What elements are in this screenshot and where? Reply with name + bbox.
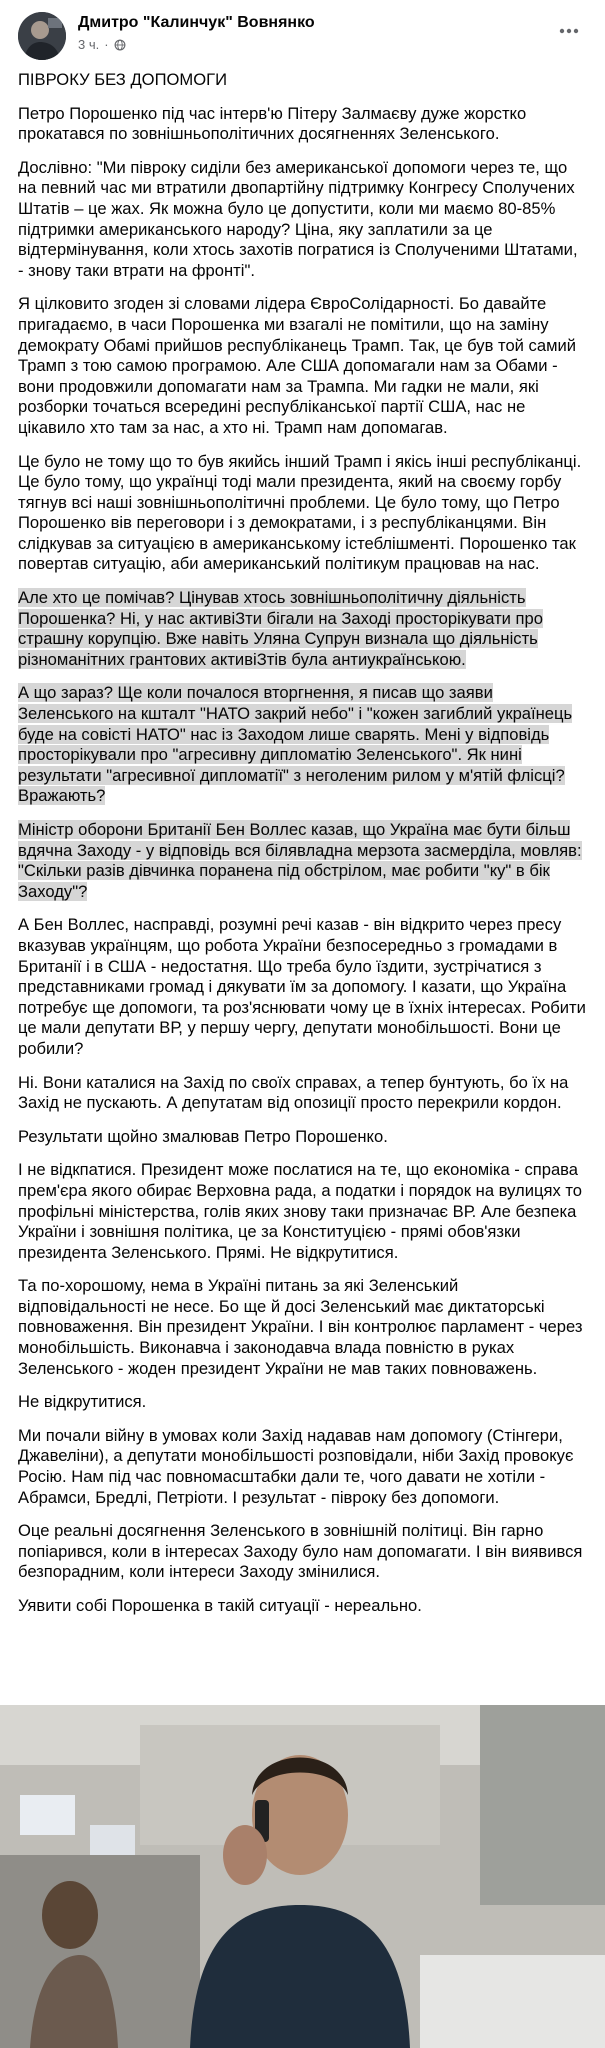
- post-paragraph: Ні. Вони каталися на Захід по своїх справах, а тепер бунтують, бо їх на Захід не пускають. А депутатам від опозиції просто перекрили кордон.: [18, 1072, 569, 1113]
- post-meta: 3 ч. ·: [78, 37, 126, 52]
- post-paragraph: Але хто це помічав? Цінував хтось зовнішньополітичну діяльність Порошенка? Ні, у нас активіЗти бігали на Заході простоpікувати про страшну корупцію. Вже навіть Уляна Супрун визнала що діяльність різноманітних грантових активіЗтів була антиукраїнською.: [18, 588, 543, 669]
- post-photo[interactable]: [0, 1705, 605, 2048]
- post-paragraph: Оце реальні досягнення Зеленського в зовнішній політиці. Він гарно попіарився, коли в інтересах Заходу було нам допомагати. І він виявився безпорадним, коли інтереси Заходу змінилися.: [18, 1521, 583, 1582]
- author-name[interactable]: Дмитро "Калинчук" Вовнянко: [78, 14, 315, 31]
- post-paragraph: Та по-хорошому, нема в Україні питань за які Зеленський відповідальності не несе. Бо ще й досі Зеленський має диктаторські повноваження. Він президент України. І він контролює парламент - через монобільшість. Виконавча і законодавча влада повністю в руках Зеленського - жоден президент України не мав таких повноважень.: [18, 1276, 583, 1378]
- globe-icon: [114, 39, 126, 51]
- post-paragraph: Дослівно: "Ми півроку сиділи без американської допомоги через те, що на певний час ми втратили двопартійну підтримку Конгресу Сполучених Штатів – це жах. Як можна було це допустити, коли ми маємо 80-85% підтримки американського народу? Ціна, яку заплатили за це відтермінування, коли хтось захотів погратися із Сполученими Штатами, - знову таки втрати на фронті".: [18, 157, 578, 280]
- post-text: [18, 70, 586, 1630]
- post-paragraph: Ми почали війну в умовах коли Захід надавав нам допомогу (Стінгери, Джавеліни), а депутати монобільшості розповідали, ніби Захід провокує Росію. Нам під час повномасштабки дали те, чого давати не хотіли - Абрамси, Бредлі, Петріоти. І результат - півроку без допомоги.: [18, 1425, 574, 1507]
- post-heading: ПІВРОКУ БЕЗ ДОПОМОГИ: [18, 70, 228, 89]
- post-paragraph: Я цілковито згоден зі словами лідера ЄвроСолідарності. Бо давайте пригадаємо, в часи Порошенка ми взагалі не помітили, що на заміну демократу Обамі прийшов республіканець Трамп. Так, це був той самий Трамп з тою самою програмою. Але США допомагали нам за Обами - вони продовжили допомагати нам за Трампа. Ми гадки не мали, які розборки точаться всередині республіканської партії США, нас не цікавило хто там за нас, а хто ні. Трамп нам допомагав.: [18, 294, 577, 437]
- more-options-button[interactable]: [554, 16, 584, 46]
- avatar-silhouette: [18, 12, 66, 60]
- post-paragraph: А що зараз? Ще коли почалося вторгнення, я писав що заяви Зеленського на кшталт "НАТО закрий небо" і "кожен загиблий українець буде на совісті НАТО" нас із Заходом лише сварять. Мені у відповідь простоpікували про "агресивну дипломатію Зеленського". Як нині результати "агресивної дипломатії" з неголеним рилом у м'ятій флісці? Вражають?: [18, 683, 573, 806]
- post-paragraph: Петро Порошенко під час інтерв'ю Пітеру Залмаєву дуже жорстко прокатався по зовнішньополітичних досягненнях Зеленського.: [18, 103, 527, 144]
- post-header: [18, 12, 588, 62]
- post-paragraph: І не відкпатися. Президент може послатися на те, що економіка - справа прем'єра якого обирає Верховна рада, а податки і порядок на вулицях то профільні міністерства, голів яких знову таки призначає ВР. Але безпека України і зовнішня політика, це за Конституцією - прямі обов'язки президента Зеленського. Прямі. Не відкрутитися.: [18, 1160, 583, 1262]
- post-paragraph: Не відкрутитися.: [18, 1392, 147, 1412]
- post-paragraph: А Бен Воллес, насправді, розумні речі казав - він відкрито через пресу вказував українцям, що робота України безпосередньо з громадами в Британії і в США - недостатня. Що треба було їздити, зустрічатися з представниками громад і дякувати їм за допомогу. І казати, що Україна потребує ще допомоги, та роз'яснювати чому це в їхніх інтересах. Робити це мали депутати ВР, у першу чергу, депутати монобільшості. Вони це робили?: [18, 915, 586, 1058]
- post-paragraph: Результати щойно змалював Петро Порошенко.: [18, 1126, 388, 1146]
- photo-illustration: [0, 1705, 605, 2048]
- post-paragraph: Це було не тому що то був якийсь інший Трамп і якісь інші республіканці. Це було тому, що українці тоді мали президента, який на своєму горбу тягнув всі наші зовнішньополітичні проблеми. Це було тому, що Петро Порошенко вів переговори і з демократами, і з республіканцями. Він слідкував за ситуацією в американському істеблішменті. Порошенко так повертав ситуацію, аби американський політикум працював на нас.: [18, 451, 582, 574]
- post-paragraph: Уявити собі Порошенка в такій ситуації - нереально.: [18, 1596, 422, 1615]
- post-time[interactable]: 3 ч.: [78, 37, 100, 52]
- post-paragraph: Міністр оборони Британії Бен Воллес казав, що Україна має бути більш вдячна Заходу - у відповідь вся білявладна мерзота засмерділа, мовляв: "Скільки разів дівчинка поранена під обстрілом, має робити "ку" в бік Заходу"?: [18, 820, 582, 901]
- author-avatar[interactable]: [18, 12, 66, 60]
- more-horizontal-icon: [559, 28, 579, 34]
